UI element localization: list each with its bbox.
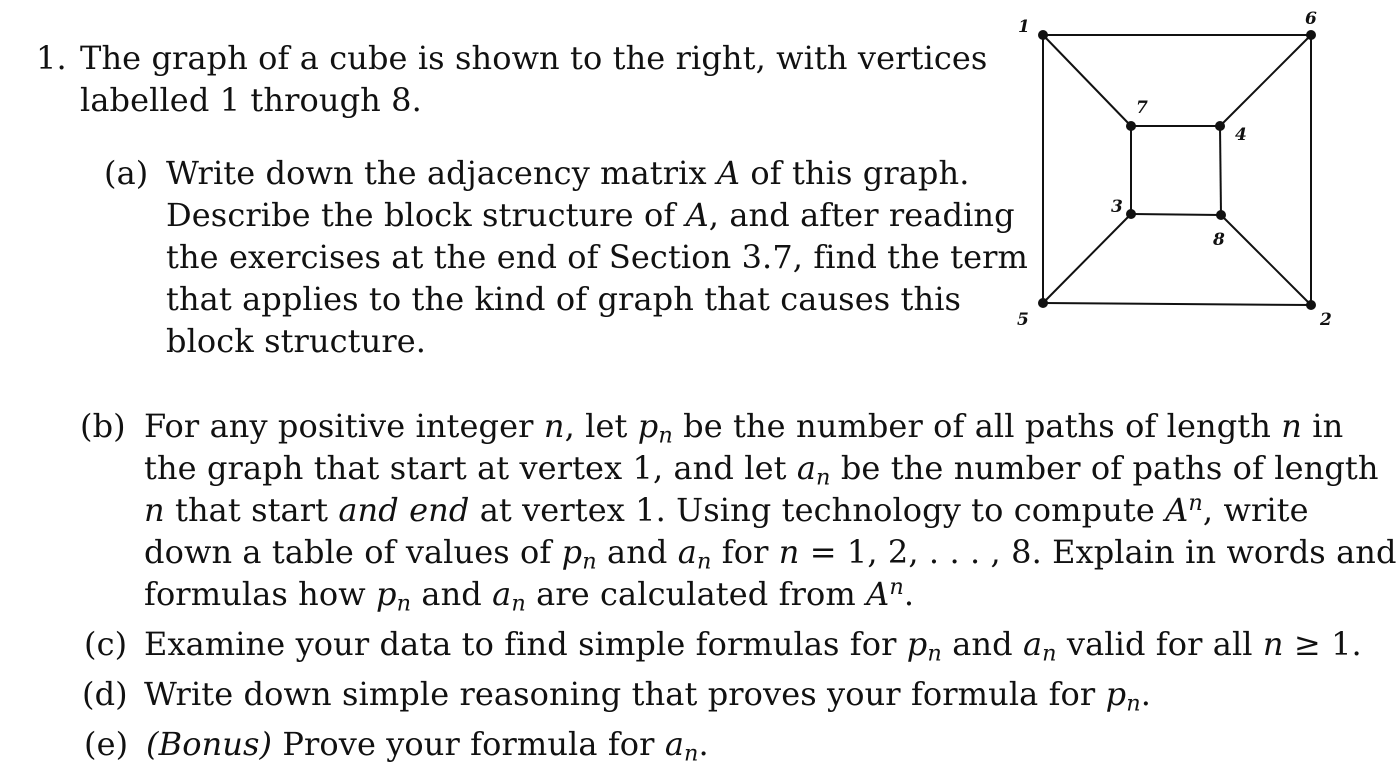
edge-1-7 <box>1043 35 1131 126</box>
vertex-label-7: 7 <box>1136 98 1148 118</box>
vertex-label-6: 6 <box>1305 9 1317 29</box>
part-b-label: (b) <box>80 407 126 445</box>
edge-5-3 <box>1043 214 1131 303</box>
edge-2-8 <box>1221 215 1311 305</box>
part-a-line-5: block structure. <box>166 322 427 360</box>
problem-number: 1. <box>36 39 67 77</box>
part-e-text: (Bonus) Prove your formula for $a_n$. <box>146 725 709 767</box>
edge-8-3 <box>1131 214 1221 215</box>
vertex-label-3: 3 <box>1111 197 1123 217</box>
vertex-4 <box>1215 121 1225 131</box>
part-d-text: Write down simple reasoning that proves your formula for $p_n$. <box>144 675 1151 717</box>
intro-line-2: labelled 1 through 8. <box>80 81 422 119</box>
part-d-label: (d) <box>82 675 128 713</box>
part-a-line-3: the exercises at the end of Section 3.7, find the term <box>166 238 1028 276</box>
edge-2-5 <box>1043 303 1311 305</box>
part-e-body: Prove your formula for <box>282 725 655 763</box>
part-a-line-4: that applies to the kind of graph that causes this <box>166 280 962 318</box>
part-b-line-4: down a table of values of $p_n$ and $a_n$ for n = 1, 2, . . . , 8. Explain in words and <box>144 533 1397 575</box>
part-e-label: (e) <box>84 725 129 763</box>
part-e-bonus: (Bonus) <box>146 725 273 763</box>
vertex-label-5: 5 <box>1017 310 1029 330</box>
cube-graph-edges <box>1043 35 1311 305</box>
part-a-label: (a) <box>104 154 149 192</box>
edge-6-4 <box>1220 35 1311 126</box>
cube-graph-figure <box>990 0 1350 340</box>
vertex-7 <box>1126 121 1136 131</box>
vertex-label-2: 2 <box>1320 310 1332 330</box>
vertex-label-1: 1 <box>1018 17 1030 37</box>
vertex-8 <box>1216 210 1226 220</box>
part-a-line-1: Write down the adjacency matrix A of this graph. <box>166 154 970 192</box>
intro-line-1: The graph of a cube is shown to the right, with vertices <box>80 39 988 77</box>
edge-4-8 <box>1220 126 1221 215</box>
part-b-line-5: formulas how $p_n$ and $a_n$ are calculated from $A^n$. <box>144 573 915 617</box>
vertex-5 <box>1038 298 1048 308</box>
part-b-line-3: n that start and end at vertex 1. Using technology to compute $A^n$, write <box>144 489 1309 529</box>
vertex-label-8: 8 <box>1213 230 1225 250</box>
part-c-label: (c) <box>84 625 128 663</box>
part-b-line-2: the graph that start at vertex 1, and let $a_n$ be the number of paths of length <box>144 449 1379 491</box>
part-c-text: Examine your data to find simple formulas for $p_n$ and $a_n$ valid for all n ≥ 1. <box>144 625 1362 667</box>
vertex-3 <box>1126 209 1136 219</box>
vertex-label-4: 4 <box>1235 125 1247 145</box>
vertex-2 <box>1306 300 1316 310</box>
vertex-6 <box>1306 30 1316 40</box>
part-a-line-2: Describe the block structure of A, and after reading <box>166 196 1015 234</box>
vertex-1 <box>1038 30 1048 40</box>
part-b-line-1: For any positive integer n, let $p_n$ be the number of all paths of length n in <box>144 407 1344 449</box>
